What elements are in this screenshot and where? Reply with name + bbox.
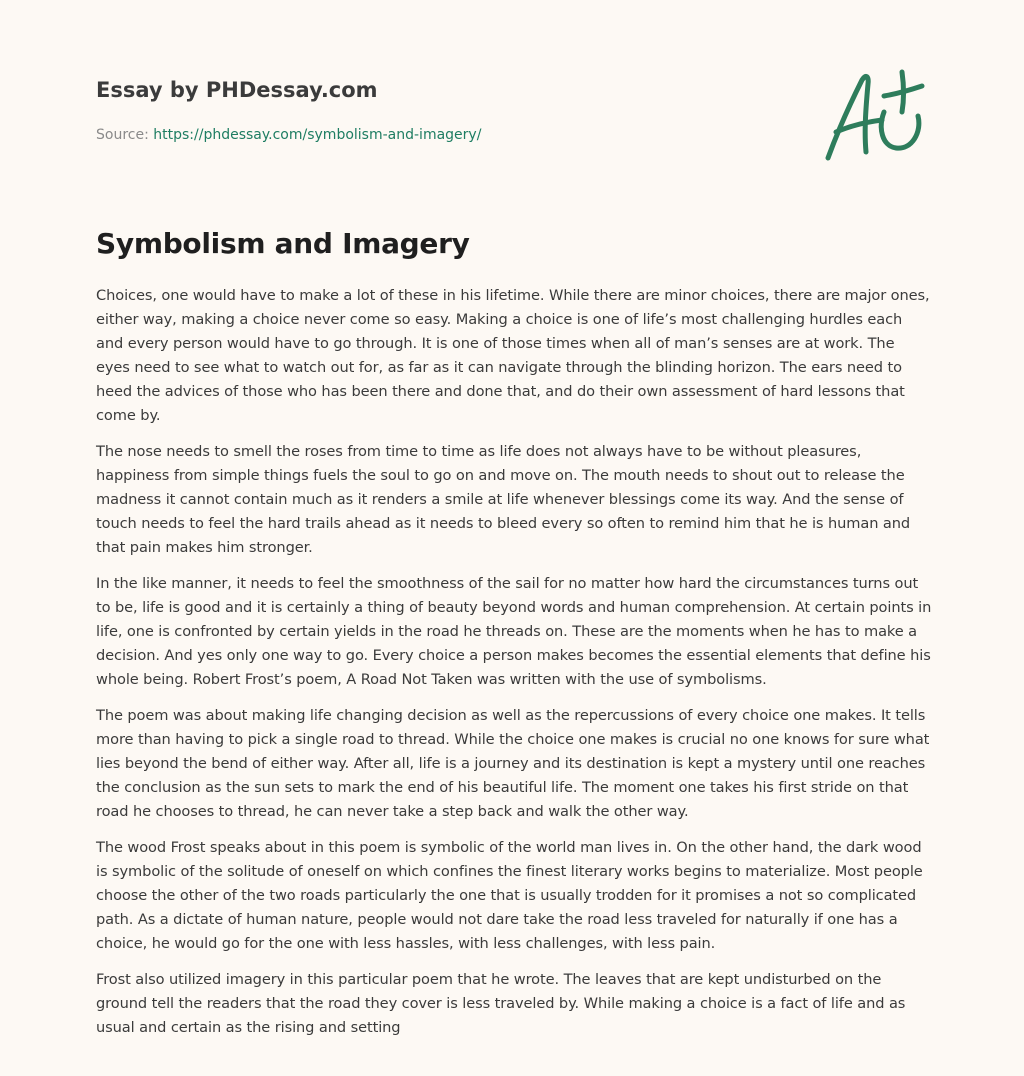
site-header: [96, 76, 696, 145]
source-link[interactable]: https://phdessay.com/symbolism-and-imagery/: [153, 127, 482, 143]
essay-paragraph: The wood Frost speaks about in this poem is symbolic of the world man lives in. On the other hand, the dark wood is symbolic of the solitude of oneself on which confines the finest literary works begins to materialize. Most people choose the other of the two roads particularly the one that is usually trodden for it promises a not so complicated path. As a dictate of human nature, people would not dare take the road less traveled for naturally if one has a choice, he would go for the one with less hassles, with less challenges, with less pain.: [96, 839, 923, 952]
essay-paragraph: In the like manner, it needs to feel the smoothness of the sail for no matter how hard the circumstances turns out to be, life is good and it is certainly a thing of beauty beyond words and human comprehension. At certain points in life, one is confronted by certain yields in the road he threads on. These are the moments when he has to make a decision. And yes only one way to go. Every choice a person makes becomes the essential elements that define his whole being. Robert Frost’s poem, A Road Not Taken was written with the use of symbolisms.: [96, 575, 932, 688]
source-line: [96, 125, 696, 145]
essay-paragraph: Choices, one would have to make a lot of these in his lifetime. While there are minor choices, there are major ones, either way, making a choice never come so easy. Making a choice is one of life’s most challenging hurdles each and every person would have to go through. It is one of those times when all of man’s senses are at work. The eyes need to see what to watch out for, as far as it can navigate through the blinding horizon. The ears need to heed the advices of those who has been there and done that, and do their own assessment of hard lessons that come by.: [96, 287, 930, 424]
a-plus-logo-icon: [822, 66, 932, 166]
essay-body: [96, 284, 932, 1052]
source-label: Source:: [96, 127, 154, 143]
site-title: Essay by PHDessay.com: [96, 78, 378, 102]
essay-paragraph: The poem was about making life changing decision as well as the repercussions of every choice one makes. It tells more than having to pick a single road to thread. While the choice one makes is crucial no one knows for sure what lies beyond the bend of either way. After all, life is a journey and its destination is kept a mystery until one reaches the conclusion as the sun sets to mark the end of his beautiful life. The moment one takes his first stride on that road he chooses to thread, he can never take a step back and walk the other way.: [96, 707, 930, 820]
essay-paragraph: The nose needs to smell the roses from time to time as life does not always have to be without pleasures, happiness from simple things fuels the soul to go on and move on. The mouth needs to shout out to release the madness it cannot contain much as it renders a smile at life whenever blessings come its way. And the sense of touch needs to feel the hard trails ahead as it needs to bleed every so often to remind him that he is human and that pain makes him stronger.: [96, 443, 911, 556]
essay-paragraph: Frost also utilized imagery in this particular poem that he wrote. The leaves that are kept undisturbed on the ground tell the readers that the road they cover is less traveled by. While making a choice is a fact of life and as usual and certain as the rising and setting: [96, 971, 906, 1036]
essay-title: Symbolism and Imagery: [96, 227, 470, 260]
